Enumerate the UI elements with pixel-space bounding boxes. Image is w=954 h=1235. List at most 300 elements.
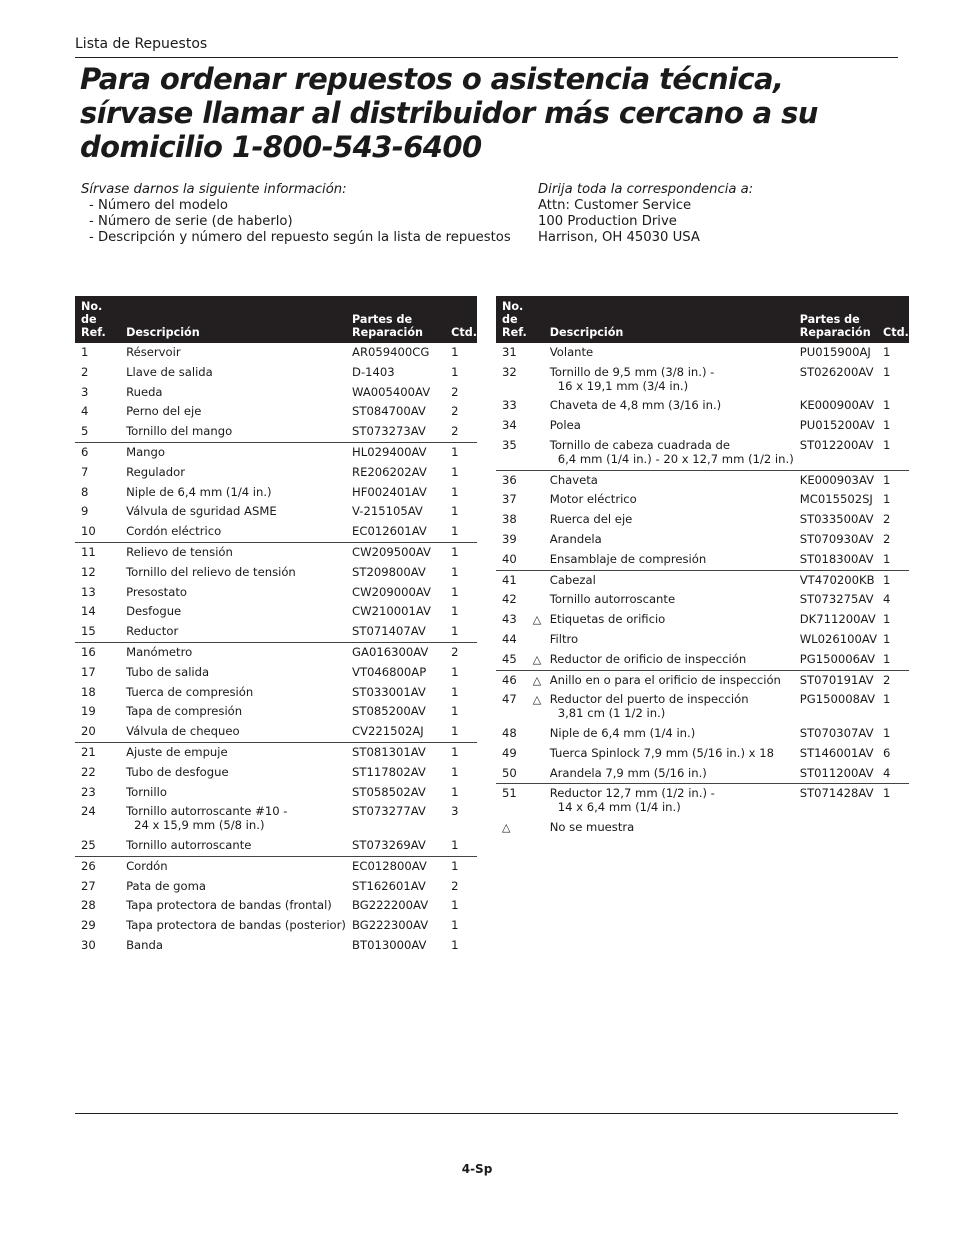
bottom-divider: [75, 1113, 898, 1114]
cell-desc: [527, 590, 794, 610]
cell-ref: 17: [81, 664, 96, 679]
desc-text: Arandela: [549, 531, 602, 546]
cell-part-number: PG150008AV: [799, 692, 876, 707]
parts-table-right: [496, 296, 909, 838]
cell-qty: 1: [883, 692, 891, 707]
cell-qty: 1: [451, 784, 459, 799]
cell-ref: 39: [502, 531, 517, 546]
desc-text: Llave de salida: [126, 364, 213, 379]
cell-ref: 24: [81, 804, 96, 819]
cell-part-number: WL026100AV: [799, 631, 878, 646]
cell-qty: 3: [451, 804, 459, 819]
cell-qty: 2: [451, 404, 459, 419]
desc-text: Mango: [126, 444, 165, 459]
cell-ref: 45: [502, 651, 517, 666]
cell-desc: [120, 622, 346, 642]
desc-text: Tapa protectora de bandas (frontal): [126, 898, 332, 913]
cell-ref: 12: [81, 564, 96, 579]
table-row: [496, 610, 909, 630]
cell-ref: 37: [502, 492, 517, 507]
cell-qty: 2: [451, 384, 459, 399]
cell-qty: 1: [451, 664, 459, 679]
cell-qty: 1: [451, 937, 459, 952]
desc-text: Ajuste de empuje: [126, 744, 228, 759]
cell-ref: 36: [496, 470, 527, 490]
cell-desc: [120, 663, 346, 683]
table-row: [75, 522, 477, 542]
cell-ref: 2: [81, 364, 89, 379]
desc-text-continued: 6,4 mm (1/4 in.) - 20 x 12,7 mm (1/2 in.): [557, 451, 794, 466]
cell-qty: 1: [451, 584, 459, 599]
table-row: [496, 363, 909, 397]
address-line: Attn: Customer Service: [538, 198, 692, 213]
address-line: Harrison, OH 45030 USA: [538, 230, 700, 245]
cell-part-number: GA016300AV: [346, 642, 445, 662]
info-request-item: - Número de serie (de haberlo): [89, 214, 293, 229]
cell-part-number: ST073275AV: [799, 592, 874, 607]
table-row: [496, 550, 909, 570]
header-qty: Ctd.: [445, 296, 477, 343]
not-shown-icon: △: [532, 652, 542, 666]
table-row: [496, 530, 909, 550]
cell-part-number: HF002401AV: [352, 484, 427, 499]
cell-desc: [527, 416, 794, 436]
cell-qty: 1: [883, 631, 891, 646]
table-row: [75, 343, 477, 363]
info-request-heading: Sírvase darnos la siguiente información:: [81, 182, 347, 197]
table-row: [75, 896, 477, 916]
cell-desc: [527, 610, 794, 630]
cell-part-number: ST071428AV: [794, 784, 877, 818]
cell-ref: 4: [81, 404, 89, 419]
cell-part-number: D-1403: [352, 364, 395, 379]
table-row: [75, 742, 477, 762]
cell-part-number: ST012200AV: [799, 437, 874, 452]
cell-desc: [120, 783, 346, 803]
headline: [80, 62, 880, 164]
table-row: [75, 702, 477, 722]
cell-desc: [120, 383, 346, 403]
cell-desc: [120, 642, 346, 662]
cell-ref: 19: [81, 704, 96, 719]
cell-part-number: CW210001AV: [352, 604, 431, 619]
cell-qty: 1: [451, 837, 459, 852]
table-row: [75, 856, 477, 876]
table-header-row: [75, 296, 477, 343]
cell-qty: 1: [451, 484, 459, 499]
cell-qty: 1: [451, 624, 459, 639]
cell-desc: [120, 856, 346, 876]
cell-part-number: V-215105AV: [352, 504, 423, 519]
cell-desc: [527, 510, 794, 530]
desc-text: Tuerca de compresión: [126, 684, 254, 699]
table-row: [75, 642, 477, 662]
cell-desc: [120, 936, 346, 956]
cell-part-number: ST073269AV: [352, 837, 426, 852]
cell-ref: 35: [502, 437, 517, 452]
desc-text: Reductor del puerto de inspección: [549, 692, 749, 707]
table-row: [75, 363, 477, 383]
table-row: [75, 877, 477, 897]
cell-part-number: ST117802AV: [352, 764, 426, 779]
desc-text: Presostato: [126, 584, 187, 599]
not-shown-icon: △: [532, 693, 542, 707]
cell-part-number: VT046800AP: [352, 664, 427, 679]
table-row: [496, 436, 909, 470]
cell-qty: 1: [451, 564, 459, 579]
cell-ref: 27: [81, 878, 96, 893]
cell-desc: [527, 363, 794, 397]
table-row: [496, 764, 909, 784]
cell-qty: 1: [451, 918, 459, 933]
cell-part-number: EC012800AV: [346, 856, 445, 876]
cell-part-number: MC015502SJ: [799, 492, 873, 507]
cell-part-number: AR059400CG: [352, 345, 430, 359]
address-line: 100 Production Drive: [538, 214, 677, 229]
table-row: [75, 663, 477, 683]
desc-text-continued: 24 x 15,9 mm (5/8 in.): [134, 818, 265, 833]
cell-desc: [527, 396, 794, 416]
cell-ref: 7: [81, 464, 89, 479]
desc-text: Anillo en o para el orificio de inspección: [549, 672, 781, 687]
desc-text: Chaveta: [549, 472, 598, 487]
cell-part-number: CW209000AV: [352, 584, 431, 599]
table-row: [496, 784, 909, 818]
desc-text: Tornillo de cabeza cuadrada de: [549, 437, 730, 452]
desc-text: Válvula de sguridad ASME: [126, 504, 277, 519]
cell-part-number: ST085200AV: [352, 704, 426, 719]
cell-ref: 38: [502, 512, 517, 527]
cell-qty: 2: [451, 424, 459, 439]
header-desc: Descripción: [120, 296, 346, 343]
desc-text: Volante: [549, 345, 594, 359]
cell-part-number: KE000900AV: [799, 398, 875, 413]
desc-text: Etiquetas de orificio: [549, 612, 666, 627]
cell-ref: 44: [502, 631, 517, 646]
desc-text: Reductor de orificio de inspección: [549, 651, 747, 666]
table-row: [496, 470, 909, 490]
cell-desc: [527, 744, 794, 764]
cell-ref: 3: [81, 384, 89, 399]
desc-text: Cordón: [126, 858, 168, 873]
cell-desc: [120, 563, 346, 583]
cell-ref: 48: [502, 725, 517, 740]
cell-desc: [527, 690, 794, 724]
cell-part-number: ST073273AV: [352, 424, 426, 439]
table-row: [75, 683, 477, 703]
cell-desc: [527, 530, 794, 550]
desc-text: Tuerca Spinlock 7,9 mm (5/16 in.) x 18: [549, 745, 774, 760]
desc-text: Tubo de salida: [126, 664, 210, 679]
table-row: [496, 396, 909, 416]
cell-qty: 4: [883, 592, 891, 607]
headline-line-1: Para ordenar repuestos o asistencia técnica,: [80, 62, 784, 96]
header-ref: No. de Ref.: [496, 296, 527, 343]
cell-part-number: ST162601AV: [352, 878, 426, 893]
cell-desc: [120, 402, 346, 422]
cell-part-number: ST026200AV: [799, 364, 874, 379]
desc-text: Ensamblaje de compresión: [549, 551, 707, 566]
cell-ref: 8: [81, 484, 89, 499]
cell-qty: 1: [451, 345, 459, 359]
desc-text: Tornillo autorroscante: [549, 592, 676, 607]
desc-text: Chaveta de 4,8 mm (3/16 in.): [549, 398, 722, 413]
cell-desc: [120, 442, 346, 462]
desc-text: Tornillo: [126, 784, 167, 799]
table-row: [75, 936, 477, 956]
desc-text: Réservoir: [126, 345, 181, 359]
cell-part-number: ST081301AV: [346, 742, 445, 762]
cell-ref: 15: [81, 624, 96, 639]
cell-ref: 13: [81, 584, 96, 599]
cell-desc: [527, 470, 794, 490]
cell-qty: 2: [451, 878, 459, 893]
cell-desc: [527, 670, 794, 690]
cell-desc: [527, 570, 794, 590]
cell-qty: 1: [445, 742, 477, 762]
table-row: [75, 602, 477, 622]
cell-qty: 1: [883, 364, 891, 379]
cell-ref: 20: [81, 724, 96, 739]
cell-qty: 1: [451, 364, 459, 379]
not-shown-icon: △: [532, 613, 542, 627]
cell-ref: 34: [502, 418, 517, 433]
cell-desc: [120, 916, 346, 936]
cell-qty: 1: [451, 704, 459, 719]
cell-ref: 14: [81, 604, 96, 619]
desc-text: Pata de goma: [126, 878, 207, 893]
cell-ref: 33: [502, 398, 517, 413]
cell-part-number: ST018300AV: [799, 551, 874, 566]
desc-text: Arandela 7,9 mm (5/16 in.): [549, 765, 707, 780]
desc-text: Manómetro: [126, 644, 193, 659]
cell-desc: [120, 763, 346, 783]
cell-part-number: BG222300AV: [352, 918, 429, 933]
desc-text: Polea: [549, 418, 581, 433]
table-row: [75, 442, 477, 462]
cell-part-number: ST070191AV: [794, 670, 877, 690]
cell-ref: 11: [75, 542, 120, 562]
cell-desc: [527, 550, 794, 570]
cell-ref: 10: [81, 524, 96, 539]
info-request-item: - Descripción y número del repuesto según la lista de repuestos: [89, 230, 511, 245]
desc-text-continued: 3,81 cm (1 1/2 in.): [557, 706, 666, 721]
header-part: Partes de Reparación: [346, 296, 445, 343]
cell-desc: [120, 702, 346, 722]
cell-desc: [120, 363, 346, 383]
cell-qty: 2: [445, 642, 477, 662]
table-row: [496, 416, 909, 436]
cell-qty: 1: [451, 524, 459, 539]
cell-part-number: BT013000AV: [352, 937, 427, 952]
cell-qty: 1: [883, 345, 891, 359]
cell-part-number: ST070930AV: [799, 531, 874, 546]
table-row: [75, 583, 477, 603]
cell-part-number: ST033001AV: [352, 684, 426, 699]
cell-ref: 49: [502, 745, 517, 760]
desc-text: Tapa protectora de bandas (posterior): [126, 918, 346, 933]
cell-qty: 1: [883, 725, 891, 740]
cell-part-number: ST070307AV: [799, 725, 874, 740]
cell-part-number: ST146001AV: [799, 745, 874, 760]
cell-part-number: CV221502AJ: [352, 724, 424, 739]
cell-part-number: DK711200AV: [799, 612, 876, 627]
cell-part-number: PU015900AJ: [799, 345, 871, 359]
cell-desc: [527, 490, 794, 510]
cell-qty: 1: [877, 570, 909, 590]
cell-qty: 1: [451, 724, 459, 739]
cell-part-number: ST209800AV: [352, 564, 426, 579]
cell-qty: 1: [451, 898, 459, 913]
header-ref: No. de Ref.: [75, 296, 120, 343]
table-row: [496, 630, 909, 650]
info-request-block: [81, 182, 511, 246]
table-row: [75, 763, 477, 783]
table-row: [75, 502, 477, 522]
table-row: [75, 916, 477, 936]
cell-qty: 1: [883, 398, 891, 413]
table-row: [496, 690, 909, 724]
table-row: [75, 542, 477, 562]
cell-desc: [527, 650, 794, 670]
table-row: [496, 670, 909, 690]
desc-text: Reductor: [126, 624, 179, 639]
desc-text: Tubo de desfogue: [126, 764, 229, 779]
cell-desc: [120, 836, 346, 856]
cell-qty: 2: [883, 531, 891, 546]
cell-ref: 30: [81, 937, 96, 952]
cell-part-number: PU015200AV: [799, 418, 875, 433]
cell-qty: 6: [883, 745, 891, 760]
cell-qty: 1: [451, 504, 459, 519]
desc-text: Relievo de tensión: [126, 544, 233, 559]
cell-desc: [120, 602, 346, 622]
cell-ref: 16: [75, 642, 120, 662]
desc-text: Cordón eléctrico: [126, 524, 222, 539]
correspondence-block: [538, 182, 753, 246]
cell-qty: 4: [883, 765, 891, 780]
not-shown-icon: △: [532, 673, 542, 687]
table-row: [496, 343, 909, 363]
cell-desc: [527, 436, 794, 470]
cell-ref: 50: [502, 765, 517, 780]
cell-part-number: ST058502AV: [352, 784, 426, 799]
cell-part-number: CW209500AV: [346, 542, 445, 562]
table-row: [75, 402, 477, 422]
desc-text: Reductor 12,7 mm (1/2 in.) -: [549, 786, 715, 801]
cell-qty: 1: [883, 437, 891, 452]
cell-qty: 1: [877, 470, 909, 490]
cell-part-number: HL029400AV: [346, 442, 445, 462]
correspondence-heading: Dirija toda la correspondencia a:: [538, 182, 754, 197]
cell-desc: [120, 722, 346, 742]
table-row: [496, 590, 909, 610]
cell-desc: [527, 784, 794, 818]
cell-desc: [527, 343, 794, 363]
table-row: [75, 383, 477, 403]
desc-text: Tornillo del relievo de tensión: [126, 564, 296, 579]
cell-ref: 26: [75, 856, 120, 876]
desc-text: Tornillo de 9,5 mm (3/8 in.) -: [549, 364, 715, 379]
desc-text-continued: 16 x 19,1 mm (3/4 in.): [557, 378, 689, 393]
cell-ref: 1: [81, 345, 89, 359]
cell-part-number: ST071407AV: [352, 624, 426, 639]
cell-part-number: ST084700AV: [352, 404, 426, 419]
cell-desc: [120, 683, 346, 703]
cell-desc: [527, 630, 794, 650]
top-divider: [75, 57, 898, 58]
desc-text: Desfogue: [126, 604, 182, 619]
desc-text: Perno del eje: [126, 404, 202, 419]
table-row: [75, 722, 477, 742]
cell-qty: 1: [445, 442, 477, 462]
cell-desc: [120, 742, 346, 762]
table-row: [75, 422, 477, 442]
cell-qty: 1: [883, 651, 891, 666]
desc-text: Rueda: [126, 384, 163, 399]
legend-row: [496, 818, 909, 838]
cell-desc: [120, 583, 346, 603]
desc-text: Válvula de chequeo: [126, 724, 240, 739]
header-desc: Descripción: [527, 296, 794, 343]
desc-text: Ruerca del eje: [549, 512, 633, 527]
desc-text: Niple de 6,4 mm (1/4 in.): [126, 484, 272, 499]
cell-ref: 6: [75, 442, 120, 462]
cell-part-number: RE206202AV: [352, 464, 427, 479]
header-part: Partes de Reparación: [794, 296, 877, 343]
cell-part-number: BG222200AV: [352, 898, 429, 913]
cell-ref: 32: [502, 364, 517, 379]
table-row: [75, 802, 477, 836]
cell-desc: [120, 343, 346, 363]
cell-qty: 1: [883, 612, 891, 627]
desc-text-continued: 14 x 6,4 mm (1/4 in.): [557, 800, 681, 815]
cell-desc: [120, 802, 346, 836]
headline-line-2: sírvase llamar al distribuidor más cercano a su: [80, 96, 818, 130]
cell-ref: 25: [81, 837, 96, 852]
cell-part-number: VT470200KB: [794, 570, 877, 590]
cell-part-number: KE000903AV: [794, 470, 877, 490]
desc-text: Motor eléctrico: [549, 492, 637, 507]
table-row: [75, 563, 477, 583]
cell-desc: [120, 877, 346, 897]
cell-ref: 46: [496, 670, 527, 690]
cell-ref: 43: [502, 612, 517, 627]
cell-ref: 9: [81, 504, 89, 519]
cell-ref: 42: [502, 592, 517, 607]
cell-qty: 1: [445, 542, 477, 562]
table-row: [496, 650, 909, 670]
cell-qty: 1: [883, 551, 891, 566]
desc-text: Tapa de compresión: [126, 704, 243, 719]
cell-ref: 51: [496, 784, 527, 818]
cell-qty: 2: [883, 512, 891, 527]
section-label: Lista de Repuestos: [75, 36, 208, 52]
table-row: [496, 724, 909, 744]
table-row: [75, 622, 477, 642]
cell-qty: 1: [451, 464, 459, 479]
not-shown-icon: △: [502, 820, 511, 834]
desc-text: Filtro: [549, 631, 579, 646]
desc-text: Cabezal: [549, 572, 596, 587]
cell-qty: 1: [883, 492, 891, 507]
cell-ref: 22: [81, 764, 96, 779]
cell-desc: [120, 542, 346, 562]
desc-text: Tornillo del mango: [126, 424, 233, 439]
table-row: [496, 490, 909, 510]
cell-desc: [120, 422, 346, 442]
cell-part-number: ST073277AV: [352, 804, 426, 819]
